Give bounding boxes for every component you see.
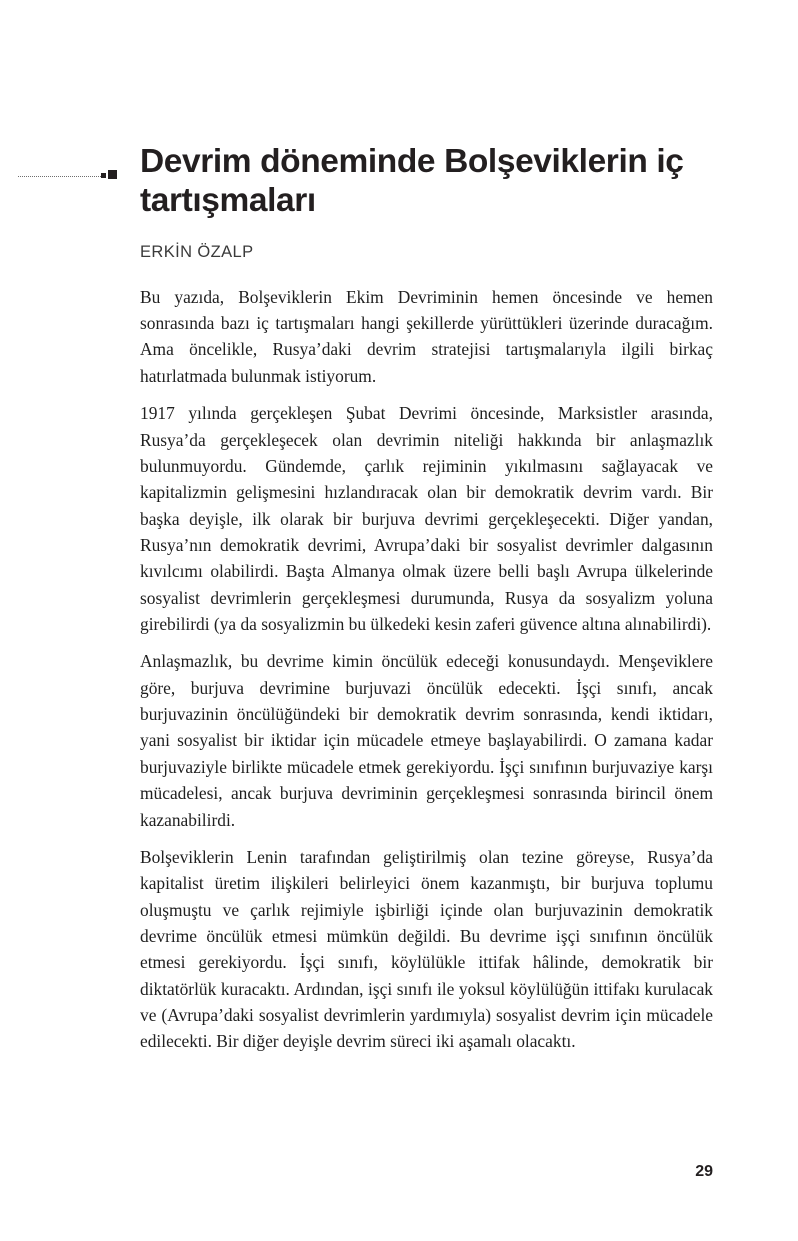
decorative-square-large-icon	[108, 170, 117, 179]
paragraph: Bolşeviklerin Lenin tarafından geliştirilmiş olan tezine göreyse, Rusya’da kapitalist üretim ilişkileri belirleyici önem kazanmıştı, bir burjuva toplumu oluşmuştu ve çarlık rejimiyle işbirliği içinde olan burjuvazinin demokratik devrime öncülük etmesi mümkün değildi. Bu devrime işçi sınıfının öncülük etmesi gerekiyordu. İşçi sınıfı, köylülükle ittifak hâlinde, demokratik bir diktatörlük kuracaktı. Ardından, işçi sınıfı ile yoksul köylülüğün ittifakı kurulacak ve (Avrupa’daki sosyalist devrimlerin yardımıyla) sosyalist devrim için mücadele edilecekti. Bir diğer deyişle devrim süreci iki aşamalı olacaktı.	[140, 846, 713, 1052]
paragraph: 1917 yılında gerçekleşen Şubat Devrimi öncesinde, Marksistler arasında, Rusya’da gerçekleşecek olan devrimin niteliği hakkında bir anlaşmazlık bulunmuyordu. Gündemde, çarlık rejiminin yıkılmasını sağlayacak ve kapitalizmin gelişmesini hızlandıracak olan bir demokratik devrim vardı. Bir başka deyişle, ilk olarak bir burjuva devrimi gerçekleşecekti. Diğer yandan, Rusya’nın demokratik devrimi, Avrupa’daki bir sosyalist devrimler dalgasının kıvılcımı olabilirdi. Başta Almanya olmak üzere belli başlı Avrupa ülkelerinde sosyalist devrimlerin gerçekleşmesi durumunda, Rusya da sosyalizm yoluna girebilirdi (ya da sosyalizmin bu ülkedeki kesin zaferi güvence altına alınabilirdi).	[140, 403, 713, 635]
page-title: Devrim döneminde Bolşeviklerin iç tartışmaları	[140, 143, 684, 219]
article-content	[140, 0, 713, 1055]
article-author: ERKİN ÖZALP	[140, 242, 254, 261]
paragraph: Anlaşmazlık, bu devrime kimin öncülük edeceği konusundaydı. Menşeviklere göre, burjuva devrimine burjuvazi öncülük edecekti. İşçi sınıfı, ancak burjuvazinin öncülüğündeki bir demokratik devrim sonrasında, kendi iktidarı, yani sosyalist bir iktidar için mücadele etmeye başlayabilirdi. O zamana kadar burjuvaziyle birlikte mücadele etmek gerekiyordu. İşçi sınıfının burjuvaziye karşı mücadelesi, ancak burjuva devriminin gerçekleşmesi sonrasında birincil önem kazanabilirdi.	[140, 651, 713, 830]
paragraph: Bu yazıda, Bolşeviklerin Ekim Devriminin hemen öncesinde ve hemen sonrasında bazı iç tartışmaları hangi şekillerde yürüttükleri üzerinde duracağım. Ama öncelikle, Rusya’daki devrim stratejisi tartışmalarıyla ilgili birkaç hatırlatmada bulunmak istiyorum.	[140, 286, 713, 386]
page-number: 29	[695, 1163, 713, 1180]
decorative-dotted-rule	[18, 176, 101, 177]
article-body	[140, 262, 713, 1055]
decorative-square-small-icon	[101, 173, 106, 178]
